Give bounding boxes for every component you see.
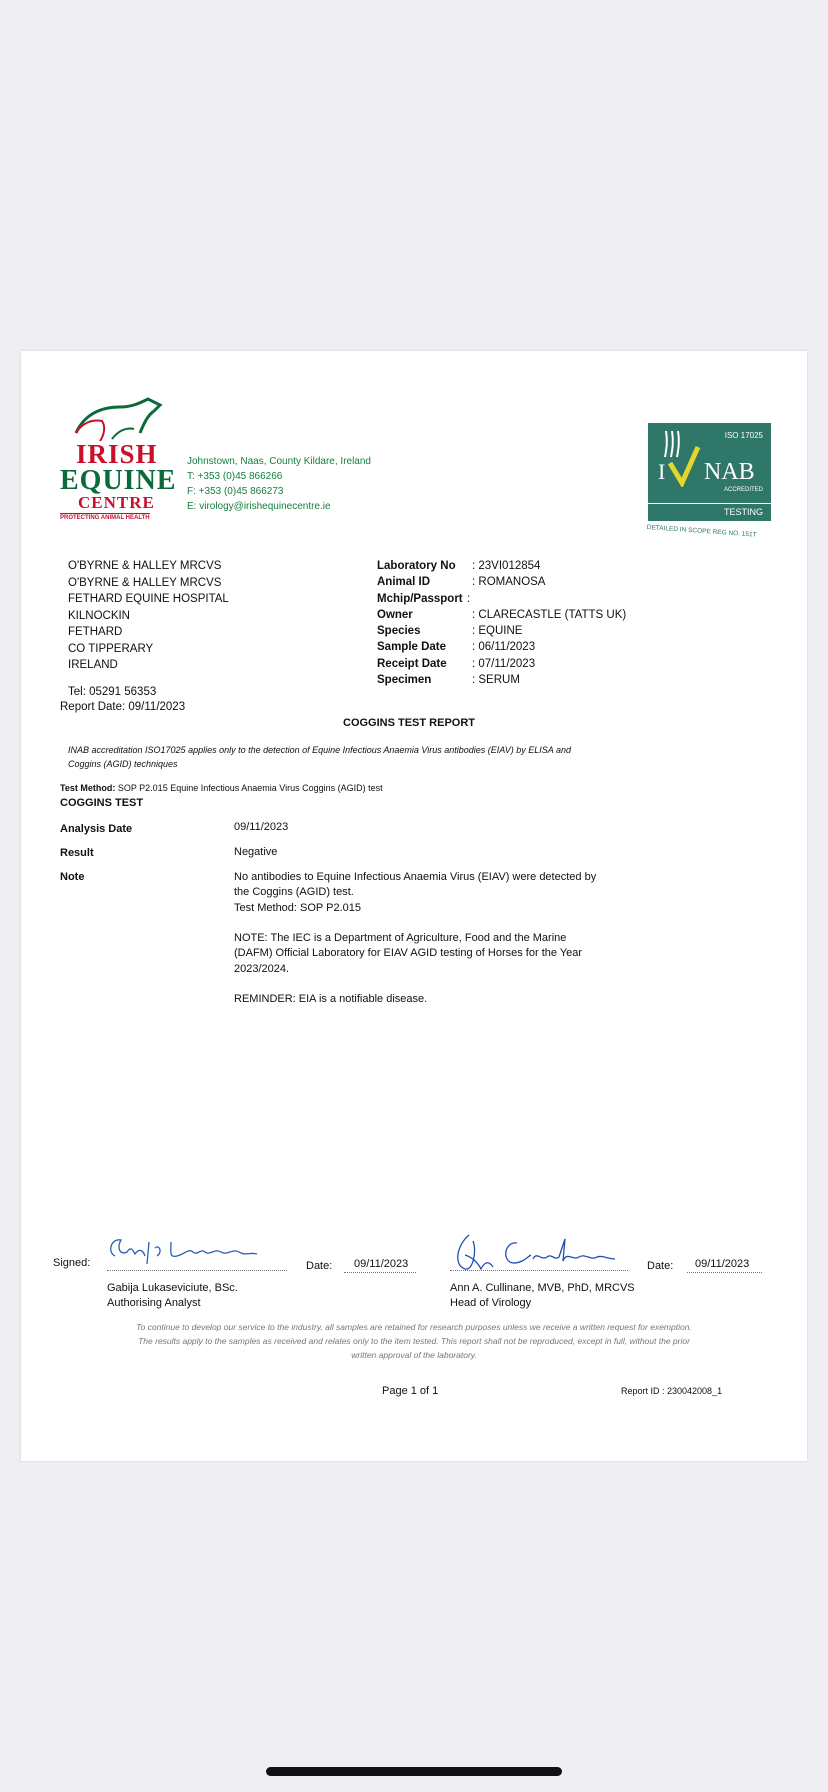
sample-label: Sample Date [377,641,447,654]
iec-logo [60,393,175,521]
signature-right-image [447,1231,617,1275]
left-signatory [107,1281,238,1311]
contact-email: E: virology@irishequinecentre.ie [187,501,331,512]
sample-value: : 06/11/2023 [472,641,536,654]
inab-testing: TESTING [723,507,763,517]
analysis-date-value: 09/11/2023 [234,821,289,833]
sample-value: : EQUINE [472,625,523,638]
sample-labels [377,558,463,688]
inab-check-icon [662,427,702,487]
note-line: REMINDER: EIA is a notifiable disease. [234,993,428,1006]
disclaimer-line: The results apply to the samples as received and relates only to the item tested. This report shall not be reproduced, except in full, without the prior [138,1336,690,1346]
signature-left-line [107,1270,287,1271]
accreditation-note [68,743,571,771]
page-number: Page 1 of 1 [382,1385,439,1397]
note-line: No antibodies to Equine Infectious Anaemia Virus (EIAV) were detected by [234,871,597,883]
inab-name: NAB [704,459,755,485]
signature-left-image [105,1234,265,1266]
client-line: FETHARD [68,626,123,638]
client-tel: Tel: 05291 56353 [68,686,157,698]
logo-irish: IRISH [76,439,158,469]
accreditation-note-line: Coggins (AGID) techniques [68,759,178,769]
client-line: O'BYRNE & HALLEY MRCVS [68,576,222,589]
note-line [234,916,596,931]
sample-label: Species [377,625,421,638]
result-label: Result [60,847,94,859]
sample-label: Receipt Date [377,657,447,670]
sample-values [467,558,627,688]
sample-value: : [467,592,471,605]
right-date-label: Date: [647,1260,674,1272]
result-value: Negative [234,846,278,858]
note-label: Note [60,871,85,883]
client-line: O'BYRNE & HALLEY MRCVS [68,560,222,572]
right-signatory [450,1281,635,1311]
sample-value: : 07/11/2023 [472,657,536,670]
analysis-date-label: Analysis Date [60,823,133,835]
sample-label: Owner [377,608,413,621]
test-method-value: SOP P2.015 Equine Infectious Anaemia Virus Coggins (AGID) test [115,783,383,793]
inab-i: I [658,459,666,484]
sample-value: : CLARECASTLE (TATTS UK) [472,608,627,621]
section-title: COGGINS TEST [60,797,144,809]
client-line: FETHARD EQUINE HOSPITAL [68,593,229,605]
signature-right-line [450,1270,628,1271]
note-line: the Coggins (AGID) test. [234,886,354,899]
sample-value: : ROMANOSA [472,576,546,589]
contact-fax: F: +353 (0)45 866273 [187,486,284,497]
right-signatory-name: Ann A. Cullinane, MVB, PhD, MRCVS [450,1282,635,1294]
sample-value: : SERUM [472,674,520,687]
right-date-line [687,1272,762,1273]
client-line: IRELAND [68,659,118,671]
note-text [234,870,596,1008]
sample-label: Animal ID [377,576,431,589]
left-date-label: Date: [306,1260,333,1272]
test-method [60,783,383,793]
note-line: 2023/2024. [234,962,290,975]
note-line: Test Method: SOP P2.015 [234,901,361,914]
client-line: KILNOCKIN [68,609,130,622]
disclaimer [21,1320,807,1362]
client-address [68,558,229,674]
right-date-value: 09/11/2023 [695,1258,750,1270]
disclaimer-line: To continue to develop our service to the industry, all samples are retained for research purposes unless we receive a written request for exemption. [136,1322,692,1332]
note-line: (DAFM) Official Laboratory for EIAV AGID testing of Horses for the Year [234,947,583,960]
contact-phone: T: +353 (0)45 866266 [187,471,283,482]
disclaimer-line: written approval of the laboratory. [351,1350,477,1360]
right-signatory-role: Head of Virology [450,1297,532,1309]
logo-centre: CENTRE [78,493,155,512]
horse-logo-icon [70,393,170,443]
note-line [234,977,596,992]
sample-value: : 23VI012854 [472,560,541,572]
sample-label: Specimen [377,674,432,687]
report-date: Report Date: 09/11/2023 [60,701,186,713]
logo-tagline: PROTECTING ANIMAL HEALTH [60,515,150,521]
report-title: COGGINS TEST REPORT [343,717,476,729]
home-indicator[interactable] [266,1767,562,1776]
report-id: Report ID : 230042008_1 [621,1386,723,1396]
left-signatory-name: Gabija Lukaseviciute, BSc. [107,1282,238,1294]
note-line: NOTE: The IEC is a Department of Agriculture, Food and the Marine [234,932,567,945]
report-page [21,351,807,1461]
left-date-line [344,1272,416,1273]
signed-label: Signed: [53,1257,91,1269]
client-line: CO TIPPERARY [68,642,154,655]
inab-testing-bar [648,503,771,521]
left-signatory-role: Authorising Analyst [107,1297,201,1309]
sample-label: Mchip/Passport [377,592,463,605]
left-date-value: 09/11/2023 [354,1258,409,1270]
test-method-label: Test Method: [60,783,116,793]
inab-badge [648,423,771,503]
inab-iso: ISO 17025 [724,431,763,440]
contact-block [187,454,371,514]
sample-label: Laboratory No [377,560,456,572]
contact-address: Johnstown, Naas, County Kildare, Ireland [187,456,371,467]
accreditation-note-line: INAB accreditation ISO17025 applies only to the detection of Equine Infectious Anaemia Virus antibodies (EIAV) by ELISA and [68,745,571,755]
inab-accredited: ACCREDITED [723,487,763,493]
inab-scope: DETAILED IN SCOPE REG NO. 151T [646,524,757,539]
logo-equine: EQUINE [60,465,177,496]
